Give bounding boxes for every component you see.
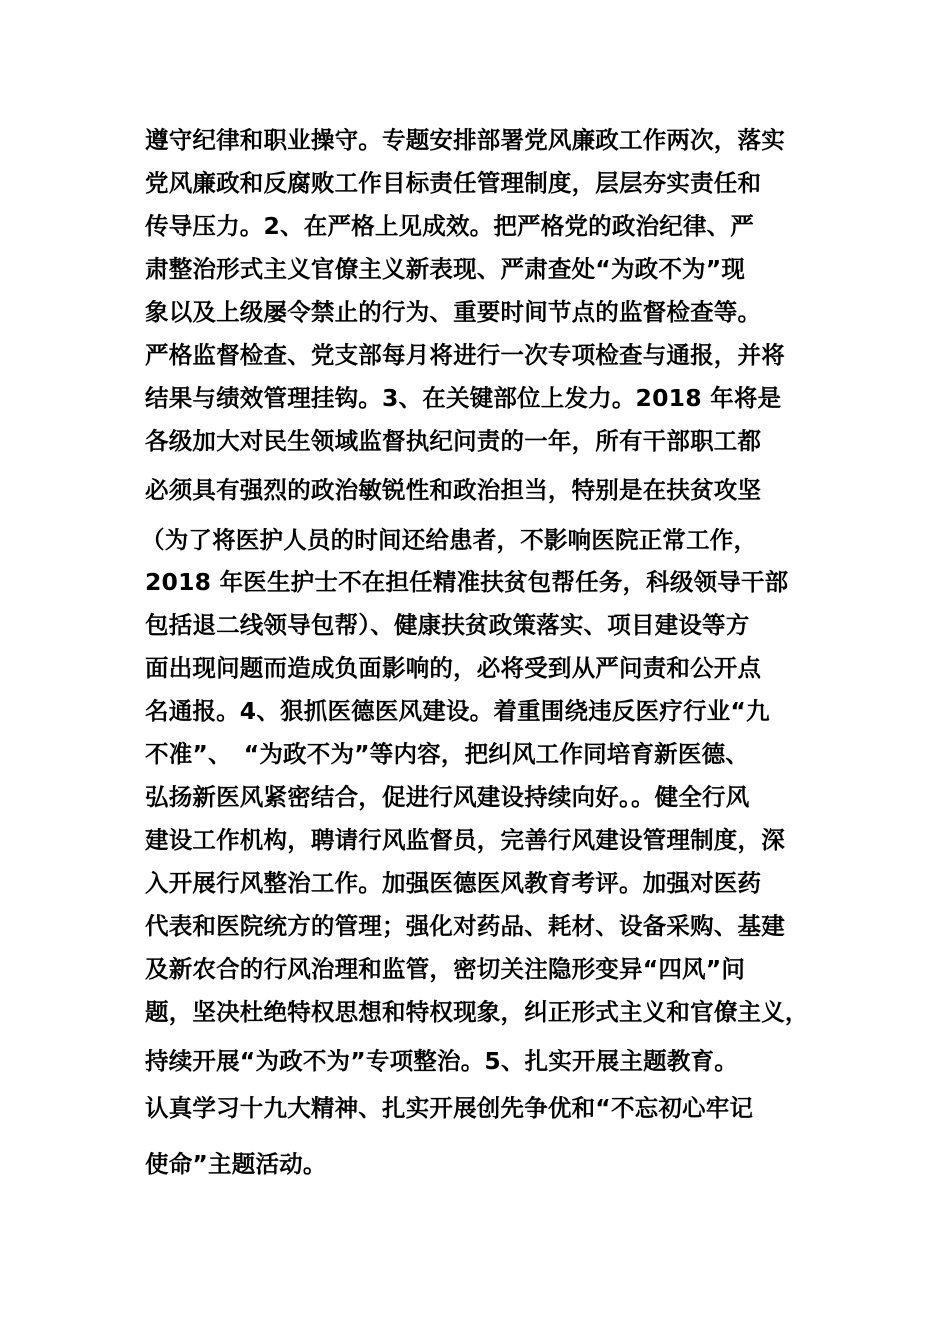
text-line: 入开展行风整治工作。加强医德医风教育考评。加强对医药 [145, 869, 762, 897]
text-line: 肃整治形式主义官僚主义新表现、严肃查处“为政不为”现 [145, 255, 746, 283]
text-line: 必须具有强烈的政治敏锐性和政治担当，特别是在扶贫攻坚 [145, 476, 762, 504]
text-line: 代表和医院统方的管理；强化对药品、耗材、设备采购、基建 [145, 912, 785, 940]
text-line: 包括退二线领导包帮）、健康扶贫政策落实、项目建设等方 [145, 611, 750, 639]
text-line: （为了将医护人员的时间还给患者，不影响医院正常工作， [141, 526, 758, 554]
text-line: 及新农合的行风治理和监管，密切关注隐形变异“四风”问 [145, 955, 746, 983]
text-line: 不准”、 “为政不为”等内容，把纠风工作同培育新医德、 [145, 740, 749, 768]
text-line: 结果与绩效管理挂钩。3、在关键部位上发力。2018 年将是 [145, 384, 782, 412]
text-line: 弘扬新医风紧密结合，促进行风建设持续向好。。健全行风 [145, 783, 750, 811]
text-line: 使命”主题活动。 [145, 1150, 327, 1178]
text-line: 名通报。4、狠抓医德医风建设。着重围绕违反医疗行业“九 [145, 697, 770, 725]
text-line: 面出现问题而造成负面影响的，必将受到从严问责和公开点 [145, 654, 762, 682]
text-line: 各级加大对民生领域监督执纪问责的一年，所有干部职工都 [145, 427, 762, 455]
text-line: 认真学习十九大精神、扎实开展创先争优和“不忘初心牢记 [145, 1094, 754, 1122]
text-line: 持续开展“为政不为”专项整治。5、扎实开展主题教育。 [145, 1047, 738, 1075]
text-line: 建设工作机构，聘请行风监督员，完善行风建设管理制度，深 [145, 826, 785, 854]
text-line: 遵守纪律和职业操守。专题安排部署党风廉政工作两次，落实 [145, 126, 785, 154]
text-line: 严格监督检查、党支部每月将进行一次专项检查与通报，并将 [145, 341, 785, 369]
text-line: 传导压力。2、在严格上见成效。把严格党的政治纪律、严 [145, 212, 755, 240]
text-line: 2018 年医生护士不在担任精准扶贫包帮任务，科级领导干部 [145, 568, 789, 596]
text-line: 象以及上级屡令禁止的行为、重要时间节点的监督检查等。 [145, 298, 762, 326]
text-line: 题，坚决杜绝特权思想和特权现象，纠正形式主义和官僚主义， [145, 998, 809, 1026]
text-line: 党风廉政和反腐败工作目标责任管理制度，层层夯实责任和 [145, 169, 762, 197]
